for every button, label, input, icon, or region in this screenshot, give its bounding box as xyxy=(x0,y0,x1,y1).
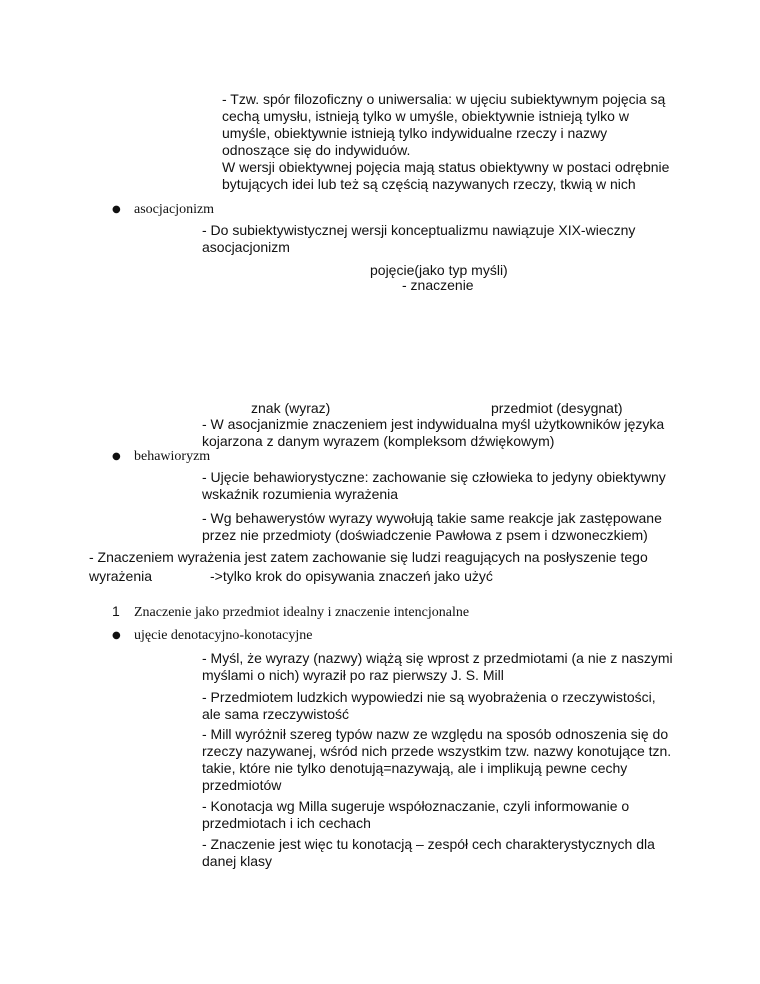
diagram-top-label: pojęcie(jako typ myśli) xyxy=(370,262,508,278)
behaviorism-paragraph-1 xyxy=(202,469,682,503)
behaviorism-text-1: - Ujęcie behawiorystyczne: zachowanie się człowieka to jedyny obiektywny wskaźnik rozumienia wyrażenia xyxy=(202,469,666,502)
bullet-icon: ● xyxy=(112,204,121,215)
denotation-paragraph-3 xyxy=(202,726,677,794)
behaviorism-summary-line-1: - Znaczeniem wyrażenia jest zatem zachowanie się ludzi reagujących na posłyszenie tego xyxy=(89,549,648,565)
behaviorism-summary-line-2a: wyrażenia xyxy=(89,568,153,584)
behaviorism-paragraph-2 xyxy=(202,510,662,544)
diagram-top-sublabel: - znaczenie xyxy=(402,277,474,293)
denotation-paragraph-4 xyxy=(202,798,677,832)
section-heading: Znaczenie jako przedmiot idealny i znaczenie intencjonalne xyxy=(134,605,470,620)
bullet-icon: ● xyxy=(112,451,121,462)
diagram-right-label: przedmiot (desygnat) xyxy=(491,400,623,416)
behaviorism-summary-line-2b: ->tylko krok do opisywania znaczeń jako użyć xyxy=(210,568,493,584)
universals-text-2: W wersji obiektywnej pojęcia mają status obiektywny w postaci odrębnie bytujących idei lub też są częścią nazywanych rzeczy, tkwią w nich xyxy=(222,159,670,192)
universals-paragraph-2 xyxy=(222,159,672,193)
association-bullet-label: asocjacjonizm xyxy=(134,202,215,217)
denotation-text-1: - Myśl, że wyrazy (nazwy) wiążą się wprost z przedmiotami (a nie z naszymi myślami o nich) wyraził po raz pierwszy J. S. Mill xyxy=(202,650,673,683)
denotation-text-3: - Mill wyróżnił szereg typów nazw ze względu na sposób odnoszenia się do rzeczy nazywanej, wśród nich przede wszystkim tzw. nazwy konotujące tzn. takie, które nie tylko denotują=nazywają, ale i implikują pewne cechy przedmiotów xyxy=(202,726,672,793)
denotation-paragraph-2 xyxy=(202,689,677,723)
denotation-text-4: - Konotacja wg Milla sugeruje współoznaczanie, czyli informowanie o przedmiotach i ich cechach xyxy=(202,798,630,831)
association-paragraph-2 xyxy=(202,416,672,450)
universals-text-1: - Tzw. spór filozoficzny o uniwersalia: w ujęciu subiektywnym pojęcia są cechą umysłu, istnieją tylko w umyśle, obiektywnie istnieją tylko w umyśle, obiektywnie istnieją tylko indywidualne rzeczy i nazwy odnoszące się do indywiduów. xyxy=(222,91,666,158)
denotation-text-2: - Przedmiotem ludzkich wypowiedzi nie są wyobrażenia o rzeczywistości, ale sama rzeczywistość xyxy=(202,689,656,722)
diagram-left-label: znak (wyraz) xyxy=(251,400,331,416)
association-paragraph-1 xyxy=(202,222,642,256)
behaviorism-text-2: - Wg behawerystów wyrazy wywołują takie same reakcje jak zastępowane przez nie przedmioty (doświadczenie Pawłowa z psem i dzwoneczkiem) xyxy=(202,510,662,543)
denotation-text-5: - Znaczenie jest więc tu konotacją – zespół cech charakterystycznych dla danej klasy xyxy=(202,836,655,869)
universals-paragraph-1 xyxy=(222,91,672,159)
association-text-2: - W asocjanizmie znaczeniem jest indywidualna myśl użytkowników języka kojarzona z danym wyrazem (kompleksom dźwiękowym) xyxy=(202,416,665,449)
section-number: 1 xyxy=(112,603,120,619)
denotation-paragraph-5 xyxy=(202,836,677,870)
association-text-1: - Do subiektywistycznej wersji konceptualizmu nawiązuje XIX-wieczny asocjacjonizm xyxy=(202,222,636,255)
denotation-bullet-label: ujęcie denotacyjno-konotacyjne xyxy=(134,628,313,643)
bullet-icon: ● xyxy=(112,630,121,641)
behaviorism-bullet-label: behawioryzm xyxy=(134,449,211,464)
denotation-paragraph-1 xyxy=(202,650,677,684)
